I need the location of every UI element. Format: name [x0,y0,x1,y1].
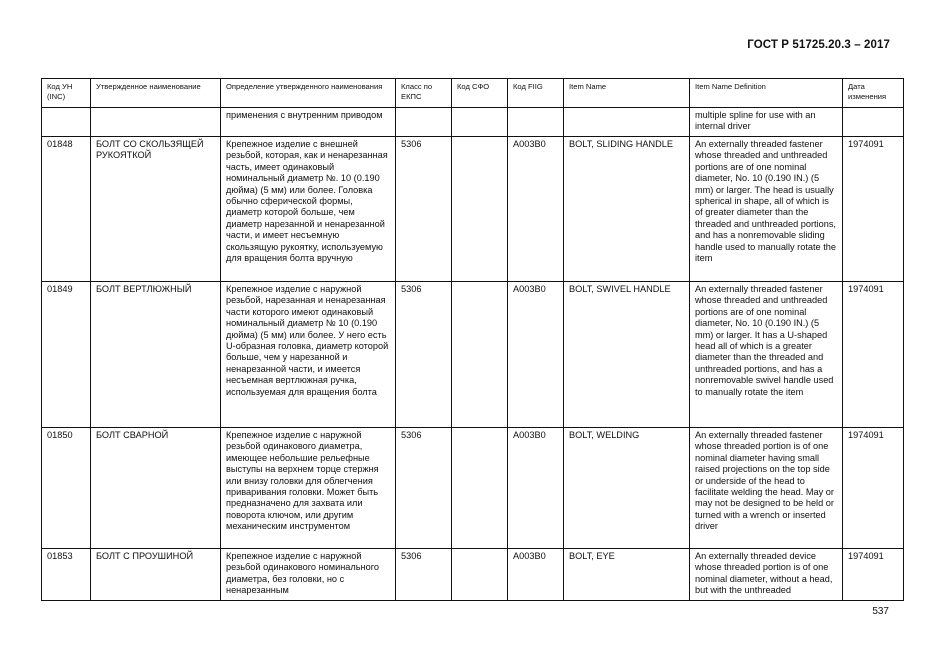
cell-fiig: A003B0 [508,137,564,282]
cell-class [396,108,452,137]
header-fiig: Код FIIG [508,79,564,108]
cell-fiig: A003B0 [508,282,564,428]
cell-item-definition: An externally threaded device whose threaded portion is of one nominal diameter, without a head, but with the unthreaded [690,549,843,601]
cell-inc: 01850 [42,428,91,549]
table-header-row [42,79,904,108]
cell-item-name: BOLT, SWIVEL HANDLE [564,282,690,428]
cell-inc: 01853 [42,549,91,601]
header-item-name: Item Name [564,79,690,108]
cell-inc: 01848 [42,137,91,282]
table-row [42,108,904,137]
cell-name: БОЛТ СВАРНОЙ [91,428,221,549]
cell-name: БОЛТ СО СКОЛЬЗЯЩЕЙ РУКОЯТКОЙ [91,137,221,282]
cell-fiig: A003B0 [508,549,564,601]
cell-inc [42,108,91,137]
cell-definition: Крепежное изделие с наружной резьбой одинакового номинального диаметра, без головки, но с ненарезанным [221,549,396,601]
header-date: Дата изменения [843,79,904,108]
cell-fiig: A003B0 [508,428,564,549]
cell-item-definition: multiple spline for use with an internal driver [690,108,843,137]
header-inc: Код УН (INC) [42,79,91,108]
page-number: 537 [872,606,889,617]
cell-date: 1974091 [843,549,904,601]
cell-definition: применения с внутренним приводом [221,108,396,137]
cell-name: БОЛТ ВЕРТЛЮЖНЫЙ [91,282,221,428]
header-approved-name: Утвержденное наименование [91,79,221,108]
cell-sfo [452,549,508,601]
cell-date [843,108,904,137]
cell-sfo [452,137,508,282]
cell-date: 1974091 [843,137,904,282]
header-sfo: Код СФО [452,79,508,108]
table-row [42,428,904,549]
cell-inc: 01849 [42,282,91,428]
cell-item-name: BOLT, SLIDING HANDLE [564,137,690,282]
cell-definition: Крепежное изделие с наружной резьбой одинакового диаметра, имеющее небольшие рельефные выступы на верхнем торце стержня или внизу головки для облегчения приваривания головки. Может быть предназначено для захвата или поворота ключом, или другим механическим инструментом [221,428,396,549]
cell-class: 5306 [396,428,452,549]
cell-sfo [452,108,508,137]
cell-item-definition: An externally threaded fastener whose threaded and unthreaded portions are of one nominal diameter, No. 10 (0.190 IN.) (5 mm) or larger. It has a U-shaped head all of which is a greater diameter than the threaded and unthreaded portions, and has a nonremovable swivel handle used to manually rotate the item [690,282,843,428]
cell-date: 1974091 [843,428,904,549]
cell-definition: Крепежное изделие с наружной резьбой, нарезанная и ненарезанная части которого имеют одинаковый номинальный диаметр № 10 (0.190 дюйма) (5 мм) или более. У него есть U-образная головка, диаметр которой больше, чем у нарезанной и ненарезанной части, и имеется несъемная вертлюжная ручка, используемая для вращения болта [221,282,396,428]
header-item-definition: Item Name Definition [690,79,843,108]
header-class: Класс по ЕКПС [396,79,452,108]
nomenclature-table [41,78,904,601]
cell-item-name: BOLT, EYE [564,549,690,601]
cell-sfo [452,428,508,549]
cell-class: 5306 [396,137,452,282]
cell-name [91,108,221,137]
cell-item-definition: An externally threaded fastener whose threaded portion is of one nominal diameter having small raised projections on the top side or underside of the head to facilitate welding the head. May or may not be designed to be held or turned with a wrench or inserted driver [690,428,843,549]
table-row [42,137,904,282]
table-row [42,549,904,601]
header-definition: Определение утвержденного наименования [221,79,396,108]
table-row [42,282,904,428]
cell-sfo [452,282,508,428]
cell-date: 1974091 [843,282,904,428]
cell-definition: Крепежное изделие с внешней резьбой, которая, как и ненарезанная часть, имеет одинаковый номинальный диаметр №. 10 (0.190 дюйма) (5 мм) или более. Головка обычно сферической формы, диаметр которой больше, чем диаметр нарезанной и ненарезанной части, и имеет несъемную скользящую рукоятку, используемую для вращения болта вручную [221,137,396,282]
cell-class: 5306 [396,549,452,601]
cell-class: 5306 [396,282,452,428]
cell-fiig [508,108,564,137]
document-standard-header: ГОСТ Р 51725.20.3 – 2017 [747,39,890,51]
cell-item-name: BOLT, WELDING [564,428,690,549]
cell-item-name [564,108,690,137]
cell-item-definition: An externally threaded fastener whose threaded and unthreaded portions are of one nominal diameter, No. 10 (0.190 IN.) (5 mm) or larger. The head is usually spherical in shape, all of which is of greater diameter than the threaded and unthreaded portions, and has a nonremovable sliding handle used to manually rotate the item [690,137,843,282]
cell-name: БОЛТ С ПРОУШИНОЙ [91,549,221,601]
